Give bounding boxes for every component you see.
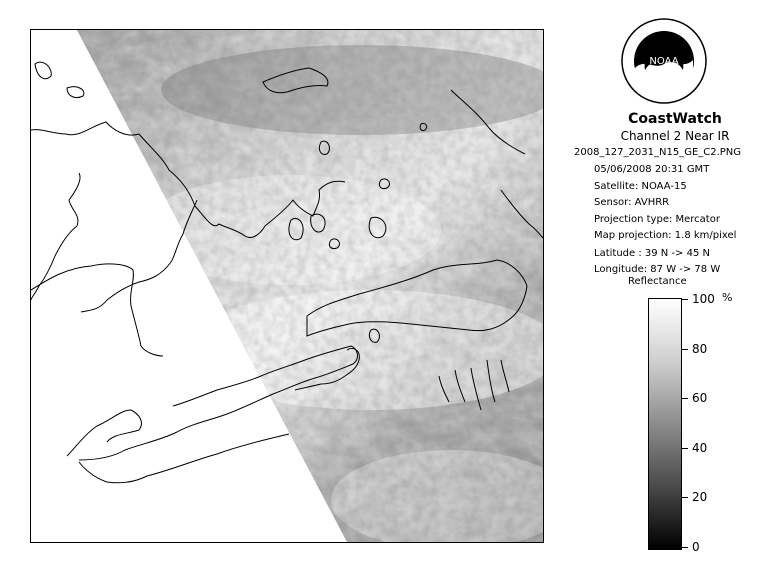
erie-south-shore (67, 410, 289, 483)
colorbar-tick (682, 547, 688, 548)
colorbar-tick-label: 80 (692, 342, 708, 356)
satellite-swath (31, 30, 543, 542)
colorbar-tick (682, 497, 688, 498)
logo-text: NOAA (649, 56, 679, 67)
channel-subtitle: Channel 2 Near IR (620, 129, 730, 143)
island (67, 87, 84, 98)
sensor-label: Sensor: AVHRR (594, 197, 670, 208)
colorbar-tick-label: 40 (692, 441, 708, 455)
colorbar-tick (682, 349, 688, 350)
colorbar-title: Reflectance (628, 276, 687, 287)
map-svg (31, 30, 543, 542)
colorbar-tick (682, 398, 688, 399)
colorbar-tick-label: 20 (692, 490, 708, 504)
colorbar-tick (682, 299, 688, 300)
colorbar-tick (682, 448, 688, 449)
acquisition-datetime: 05/06/2008 20:31 GMT (594, 164, 710, 175)
colorbar-tick-label: 0 (692, 540, 700, 554)
satellite-image-map (30, 29, 544, 543)
file-name: 2008_127_2031_N15_GE_C2.PNG (574, 147, 742, 158)
noaa-logo (619, 16, 709, 106)
product-title: CoastWatch (628, 111, 722, 127)
projection-type-label: Projection type: Mercator (594, 214, 720, 225)
colorbar-tick-label: 60 (692, 391, 708, 405)
longitude-range-label: Longitude: 87 W -> 78 W (594, 264, 721, 275)
michigan-west-shoreline (31, 264, 163, 356)
satellite-label: Satellite: NOAA-15 (594, 181, 687, 192)
island (35, 62, 51, 79)
colorbar-tick-label: 100 (692, 292, 715, 306)
map-projection-label: Map projection: 1.8 km/pixel (594, 230, 737, 241)
reflectance-colorbar (648, 298, 682, 550)
saginaw-bay-shoreline (31, 173, 80, 300)
colorbar-unit: % (722, 291, 733, 304)
latitude-range-label: Latitude : 39 N -> 45 N (594, 248, 710, 259)
